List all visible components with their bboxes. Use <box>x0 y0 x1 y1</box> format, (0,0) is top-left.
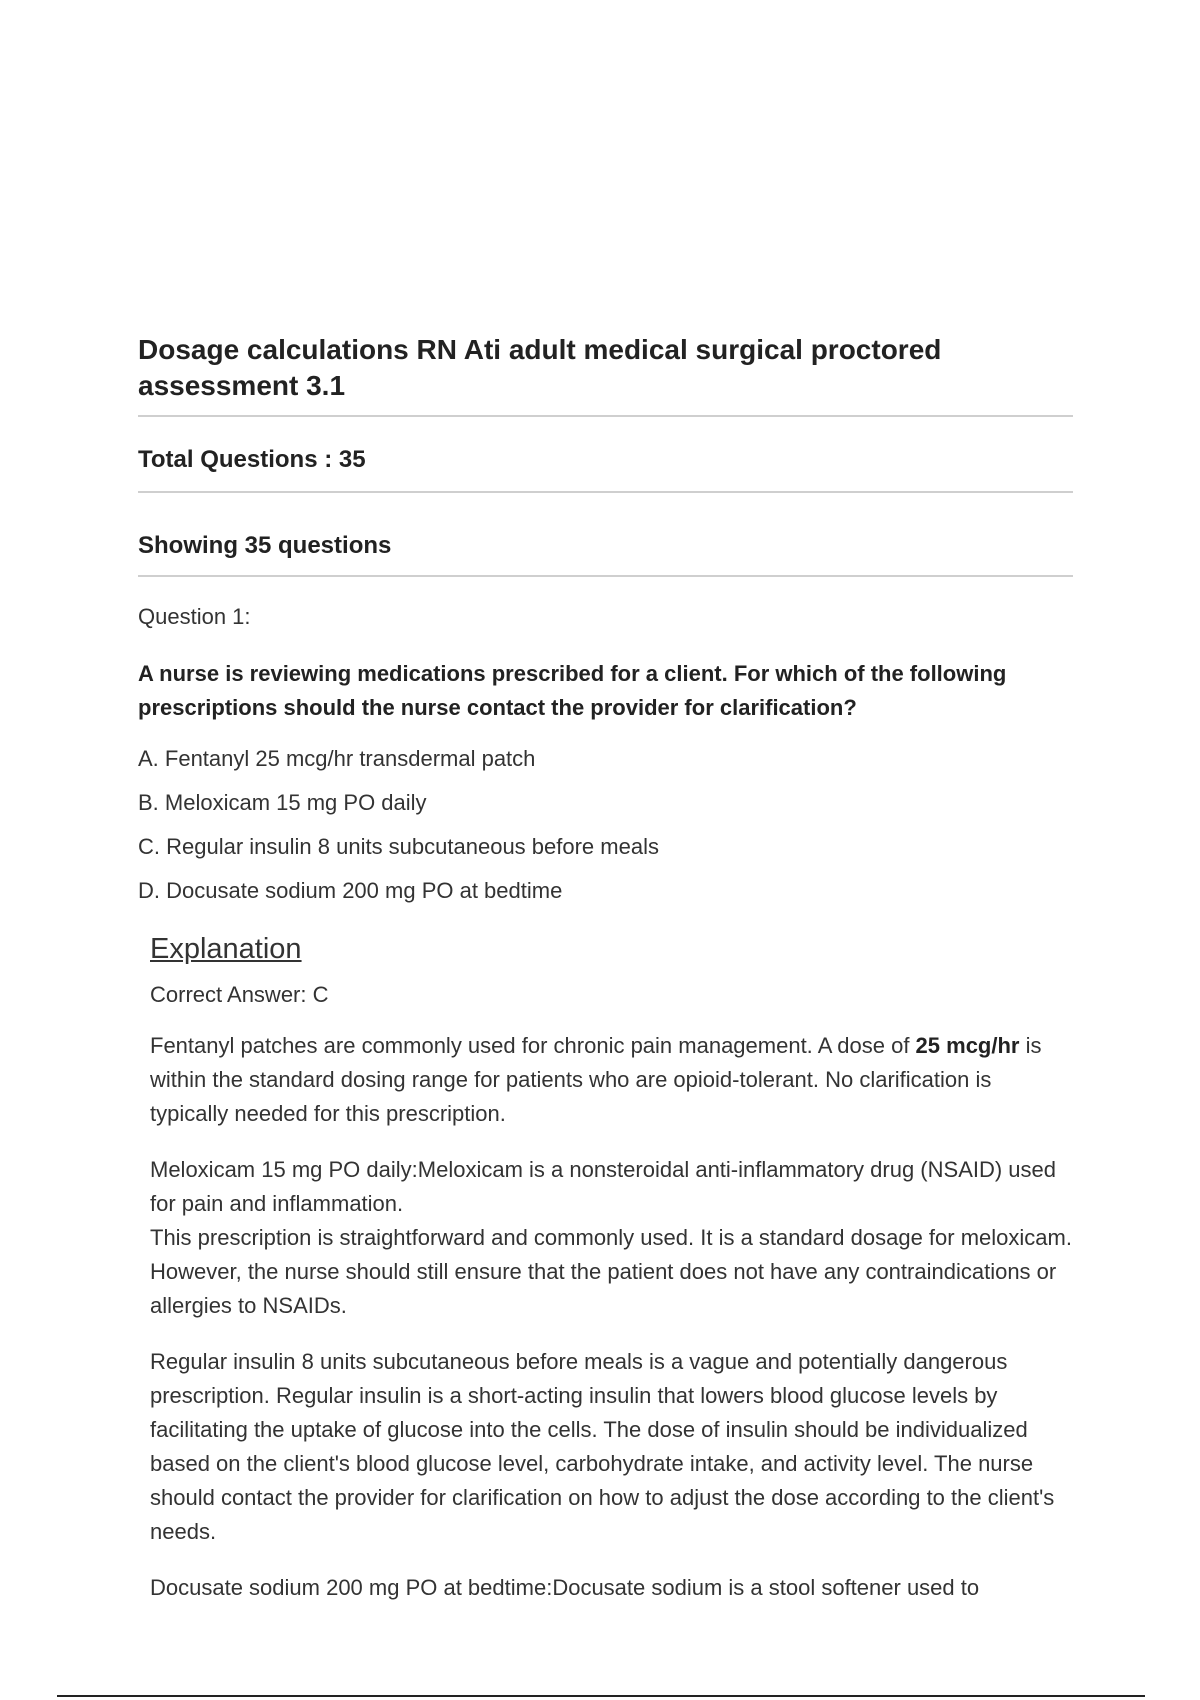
title-divider <box>138 415 1073 417</box>
explanation-section <box>150 931 1075 1600</box>
meloxicam-text-line2: This prescription is straightforward and commonly used. It is a standard dosage for meloxicam. However, the nurse should still ensure that the patient does not have any contraindications or allergies to NSAIDs. <box>150 1225 1072 1318</box>
document-content <box>138 332 1073 1600</box>
explanation-paragraph-meloxicam <box>150 1153 1075 1323</box>
correct-answer: Correct Answer: C <box>150 982 329 1007</box>
document-title: Dosage calculations RN Ati adult medical surgical proctored assessment 3.1 <box>138 334 942 401</box>
total-divider <box>138 491 1073 493</box>
fentanyl-text-start: Fentanyl patches are commonly used for chronic pain management. A dose of <box>150 1033 916 1058</box>
explanation-paragraph-fentanyl <box>150 1029 1075 1131</box>
explanation-paragraph-docusate: Docusate sodium 200 mg PO at bedtime:Docusate sodium is a stool softener used to <box>150 1575 980 1600</box>
question-label: Question 1: <box>138 604 251 629</box>
option-a: A. Fentanyl 25 mcg/hr transdermal patch <box>138 746 536 771</box>
showing-questions: Showing 35 questions <box>138 532 392 559</box>
showing-divider <box>138 575 1073 577</box>
fentanyl-text-end: is within the standard dosing range for patients who are opioid-tolerant. No clarification is typically needed for this prescription. <box>150 1033 1042 1126</box>
meloxicam-text-line1: Meloxicam 15 mg PO daily:Meloxicam is a nonsteroidal anti-inflammatory drug (NSAID) used for pain and inflammation. <box>150 1157 1057 1216</box>
option-b: B. Meloxicam 15 mg PO daily <box>138 790 427 815</box>
explanation-paragraph-insulin: Regular insulin 8 units subcutaneous before meals is a vague and potentially dangerous prescription. Regular insulin is a short-acting insulin that lowers blood glucose levels by facilitating the uptake of glucose into the cells. The dose of insulin should be individualized based on the client's blood glucose level, carbohydrate intake, and activity level. The nurse should contact the provider for clarification on how to adjust the dose according to the client's needs. <box>150 1349 1055 1544</box>
fentanyl-dose-highlight: 25 mcg/hr <box>915 1033 1020 1058</box>
option-c: C. Regular insulin 8 units subcutaneous before meals <box>138 834 659 859</box>
question-text: A nurse is reviewing medications prescribed for a client. For which of the following prescriptions should the nurse contact the provider for clarification? <box>138 661 1007 720</box>
page-bottom-rule <box>57 1695 1145 1697</box>
answer-options <box>138 745 1073 905</box>
explanation-heading: Explanation <box>150 933 302 965</box>
total-questions: Total Questions : 35 <box>138 446 366 473</box>
option-d: D. Docusate sodium 200 mg PO at bedtime <box>138 878 563 903</box>
